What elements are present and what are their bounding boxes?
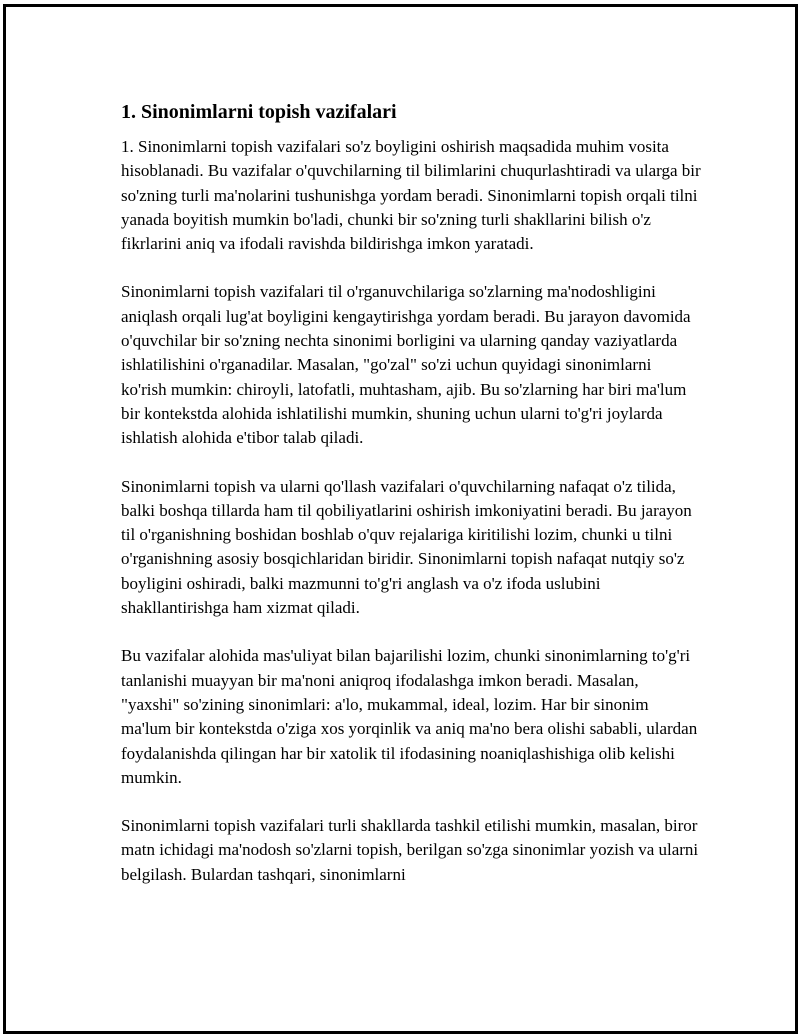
paragraph-4: Bu vazifalar alohida mas'uliyat bilan bajarilishi lozim, chunki sinonimlarning to'g'ri tanlanishi muayyan bir ma'noni aniqroq ifodalashga imkon beradi. Masalan, "yaxshi" so'zining sinonimlari: a'lo, mukammal, ideal, lozim. Har bir sinonim ma'lum bir kontekstda o'ziga xos yorqinlik va aniq ma'no bera olishi sababli, ulardan foydalanishda qilingan har bir xatolik til ifodasining noaniqlashishiga olib kelishi mumkin.: [121, 646, 698, 787]
document-body: [121, 99, 701, 911]
paragraph-5: Sinonimlarni topish vazifalari turli shakllarda tashkil etilishi mumkin, masalan, biror matn ichidagi ma'nodosh so'zlarni topish, berilgan so'zga sinonimlar yozish va ularni belgilash. Bulardan tashqari, sinonimlarni: [121, 816, 699, 884]
paragraph-3: Sinonimlarni topish va ularni qo'llash vazifalari o'quvchilarning nafaqat o'z tilida, balki boshqa tillarda ham til qobiliyatlarini oshirish imkoniyatini beradi. Bu jarayon til o'rganishning boshidan boshlab o'quv rejalariga kiritilishi lozim, chunki u tilni o'rganishning asosiy bosqichlaridan biridir. Sinonimlarni topish nafaqat nutqiy so'z boyligini oshiradi, balki mazmunni to'g'ri anglash va o'z ifoda uslubini shakllantirishga ham xizmat qiladi.: [121, 476, 692, 618]
page-frame: [3, 4, 798, 1034]
document-title: 1. Sinonimlarni topish vazifalari: [121, 101, 397, 123]
paragraph-1: 1. Sinonimlarni topish vazifalari so'z boyligini oshirish maqsadida muhim vosita hisoblanadi. Bu vazifalar o'quvchilarning til bilimlarini chuqurlashtiradi va ularga bir so'zning turli ma'nolarini tushunishga yordam beradi. Sinonimlarni topish orqali tilni yanada boyitish mumkin bo'ladi, chunki bir so'zning turli shakllarini bilish o'z fikrlarini aniq va ifodali ravishda bildirishga imkon yaratadi.: [121, 137, 701, 254]
paragraph-2: Sinonimlarni topish vazifalari til o'rganuvchilariga so'zlarning ma'nodoshligini aniqlash orqali lug'at boyligini kengaytirishga yordam beradi. Bu jarayon davomida o'quvchilar bir so'zning nechta sinonimi borligini va ularning qanday vaziyatlarda ishlatilishini o'rganadilar. Masalan, "go'zal" so'zi uchun quyidagi sinonimlarni ko'rish mumkin: chiroyli, latofatli, muhtasham, ajib. Bu so'zlarning har biri ma'lum bir kontekstda alohida ishlatilishi mumkin, shuning uchun ularni to'g'ri joylarda ishlatish alohida e'tibor talab qiladi.: [121, 282, 691, 448]
